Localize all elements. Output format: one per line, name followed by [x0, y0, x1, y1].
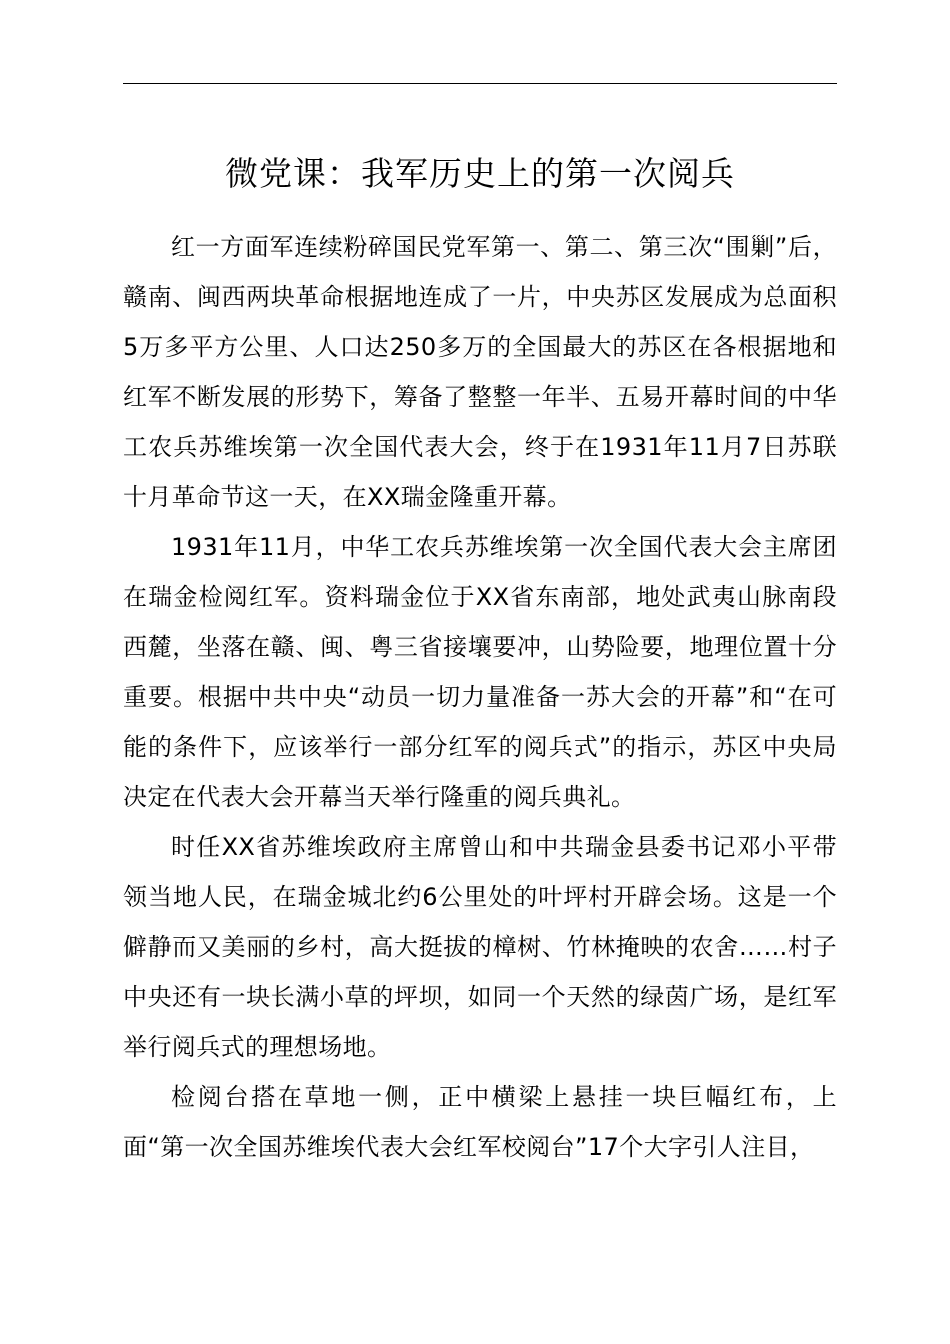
document-body	[123, 222, 837, 1172]
paragraph-1: 红一方面军连续粉碎国民党军第一、第二、第三次“围剿”后，赣南、闽西两块革命根据地连成了一片，中央苏区发展成为总面积5万多平方公里、人口达250多万的全国最大的苏区在各根据地和红军不断发展的形势下，筹备了整整一年半、五易开幕时间的中华工农兵苏维埃第一次全国代表大会，终于在1931年11月7日苏联十月革命节这一天，在XX瑞金隆重开幕。	[123, 233, 837, 511]
paragraph-2: 1931年11月，中华工农兵苏维埃第一次全国代表大会主席团在瑞金检阅红军。资料瑞金位于XX省东南部，地处武夷山脉南段西麓，坐落在赣、闽、粤三省接壤要冲，山势险要，地理位置十分重要。根据中共中央“动员一切力量准备一苏大会的开幕”和“在可能的条件下，应该举行一部分红军的阅兵式”的指示，苏区中央局决定在代表大会开幕当天举行隆重的阅兵典礼。	[123, 533, 837, 811]
paragraph-4: 检阅台搭在草地一侧，正中横梁上悬挂一块巨幅红布，上面“第一次全国苏维埃代表大会红军校阅台”17个大字引人注目，	[123, 1083, 837, 1161]
paragraph-3: 时任XX省苏维埃政府主席曾山和中共瑞金县委书记邓小平带领当地人民，在瑞金城北约6公里处的叶坪村开辟会场。这是一个僻静而又美丽的乡村，高大挺拔的樟树、竹林掩映的农舍……村子中央还有一块长满小草的坪坝，如同一个天然的绿茵广场，是红军举行阅兵式的理想场地。	[123, 833, 837, 1061]
document-title: 微党课：我军历史上的第一次阅兵	[225, 154, 735, 193]
header-rule	[123, 83, 837, 84]
